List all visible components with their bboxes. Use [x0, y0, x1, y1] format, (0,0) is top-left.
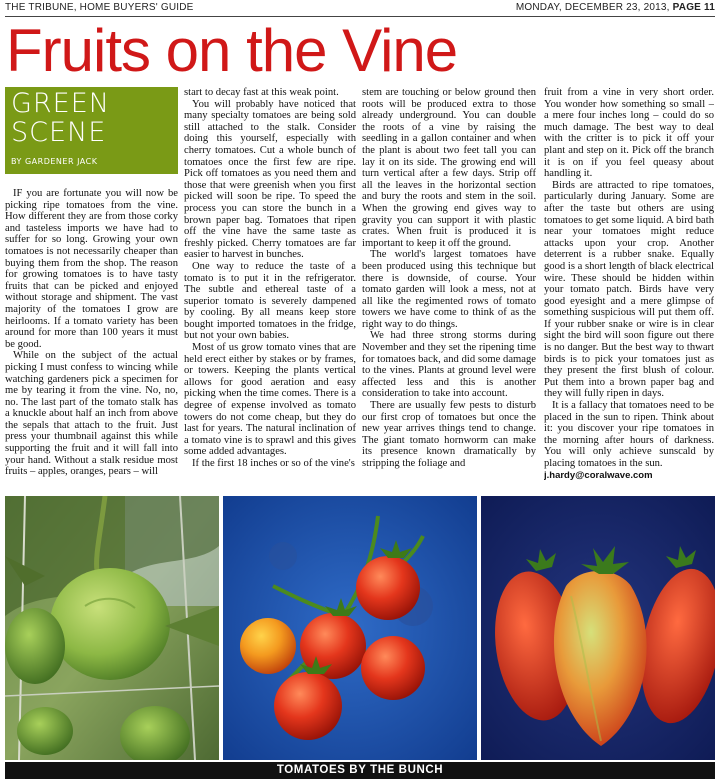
article-column-1 — [5, 87, 178, 491]
green-scene-box — [5, 87, 178, 174]
heirloom-tomatoes-image — [481, 496, 715, 760]
author-email[interactable]: j.hardy@coralwave.com — [544, 469, 653, 481]
paragraph: stem are touching or below ground then roots will be produced extra to those already underground. You can double the roots of a vine by raising the seedling in a gallon container and when the plant is about two feet tall you can lay it on its side. The growing end will turn vertical after a few days. Strip off all the leaves in the horizontal section and bury the roots and stem in the soil. When the growing end gives way to gravity you can support it with plastic crates. When fruit is produced it is important to keep it off the ground. — [362, 87, 536, 249]
paragraph: We had three strong storms during November and they set the ripening time for tomatoes back, and did some damage to the vines. Plants at ground level were affected less and this is another consideration to take into account. — [362, 330, 536, 400]
paragraph: It is a fallacy that tomatoes need to be placed in the sun to ripen. Think about it: you discover your ripe tomatoes in the morning after hours of darkness. You will only achieve sunscald by placing tomatoes in the sun. — [544, 400, 714, 469]
paragraph: Birds are attracted to ripe tomatoes, particularly during January. Some are after the taste but others are using tomatoes to get some liquid. A bird bath near your tomatoes might reduce attacks upon your crop. Another deterrent is a rubber snake. Equally good is a short length of black electrical wire. These should be hidden within your tomato patch. Birds have very good eyesight and a mere glimpse of something suspicious will put them off. If your rubber snake or wire is in clear sight the bird will soon figure out there is no danger. But the best way to thwart birds is to pick your tomatoes just as they present the first blush of colour. Put them into a brown paper bag and they will fully ripen in days. — [544, 179, 714, 400]
paragraph: While on the subject of the actual picking I must confess to wincing while watching gardeners pick a specimen for me by tearing it from the vine. No, no, no. The last part of the tomato stalk has a knuckle about half an inch from above the sepals that attach to the fruit. Just press your thumbnail against this while supporting the fruit and it will fall into your hand. Without a stalk residue most fruits – apples, oranges, pears – will — [5, 350, 178, 478]
paragraph: The world's largest tomatoes have been produced using this technique but there is downside, of course. Your tomato garden will look a mess, not at all like the regimented rows of tomato towers we have come to think of as the right way to do things. — [362, 249, 536, 330]
paragraph: One way to reduce the taste of a tomato is to put it in the refrigerator. The subtle and ethereal taste of a superior tomato is severely dampened by cooling. By all means keep store bought imported tomatoes in the fridge, but not your own babies. — [184, 260, 356, 342]
column-title — [11, 89, 110, 147]
paragraph: You will probably have noticed that many specialty tomatoes are being sold still attached to the stalk. Consider doing this yourself, especially with cherry tomatoes. Cut a whole bunch of tomatoes once the first few are ripe. Pick off tomatoes as you need them and those that were greenish when you first picked will soon be ripe. To speed the process you can store the bunch in a brown paper bag. Tomatoes that ripen off the vine have the same taste as freshly picked. Cherry tomatoes are far easier to harvest in bunches. — [184, 98, 356, 261]
article-column-3 — [362, 87, 536, 491]
red-tomato-bunch-image — [223, 496, 477, 760]
paragraph: fruit from a vine in very short order. You wonder how something so small – a mere four inches long – could do so much damage. The best way to deal with the critter is to pick it off your plant and step on it. Pick off the branch it is on if you feel queasy about handling it. — [544, 87, 714, 180]
page-number: PAGE 11 — [672, 2, 715, 13]
page-header — [5, 0, 715, 16]
date-text: MONDAY, DECEMBER 23, 2013, — [515, 2, 673, 13]
paragraph: IF you are fortunate you will now be picking ripe tomatoes from the vine. How different they are from those corky and tasteless imports we have had to suffer for so long. Growing your own tomatoes is not necessarily cheaper than buying them from the shop. The reason for growing tomatoes is to have tasty fruits that can be picked and enjoyed without storage and shipment. The vast majority of the tomatoes I grow are heirlooms. If a tomato variety has been around for more than 100 years it must be good. — [5, 188, 178, 350]
publication-name: THE TRIBUNE, HOME BUYERS' GUIDE — [5, 2, 194, 13]
photo-red-tomato-bunch — [223, 496, 477, 760]
byline: BY GARDENER JACK — [11, 157, 98, 167]
photo-green-tomatoes — [5, 496, 219, 760]
photo-heirloom-tomatoes — [481, 496, 715, 760]
issue-date — [516, 0, 715, 16]
paragraph: There are usually few pests to disturb our first crop of tomatoes but once the new year arrives things tend to change. The giant tomato hornworm can make its presence known dramatically by stripping the foliage and — [362, 400, 536, 469]
paragraph: If the first 18 inches or so of the vine's — [192, 458, 355, 469]
paragraph: start to decay fast at this weak point. — [184, 87, 339, 98]
column-title-line-1: GREEN — [11, 88, 110, 119]
column-title-line-2: SCENE — [11, 117, 107, 148]
paragraph: Most of us grow tomato vines that are held erect either by stakes or by frames, or towers. Keeping the plants vertical allows for good aeration and easy picking when the time comes. There is a degree of expense involved as tomato towers do not come cheap, but they do last for years. The natural inclination of a tomato vine is to sprawl and this gives some added advantages. — [184, 342, 356, 458]
article-column-2 — [184, 87, 356, 491]
photo-caption: TOMATOES BY THE BUNCH — [5, 762, 715, 779]
green-tomatoes-image — [5, 496, 219, 760]
headline: Fruits on the Vine — [6, 17, 458, 84]
article-column-4 — [544, 87, 714, 491]
